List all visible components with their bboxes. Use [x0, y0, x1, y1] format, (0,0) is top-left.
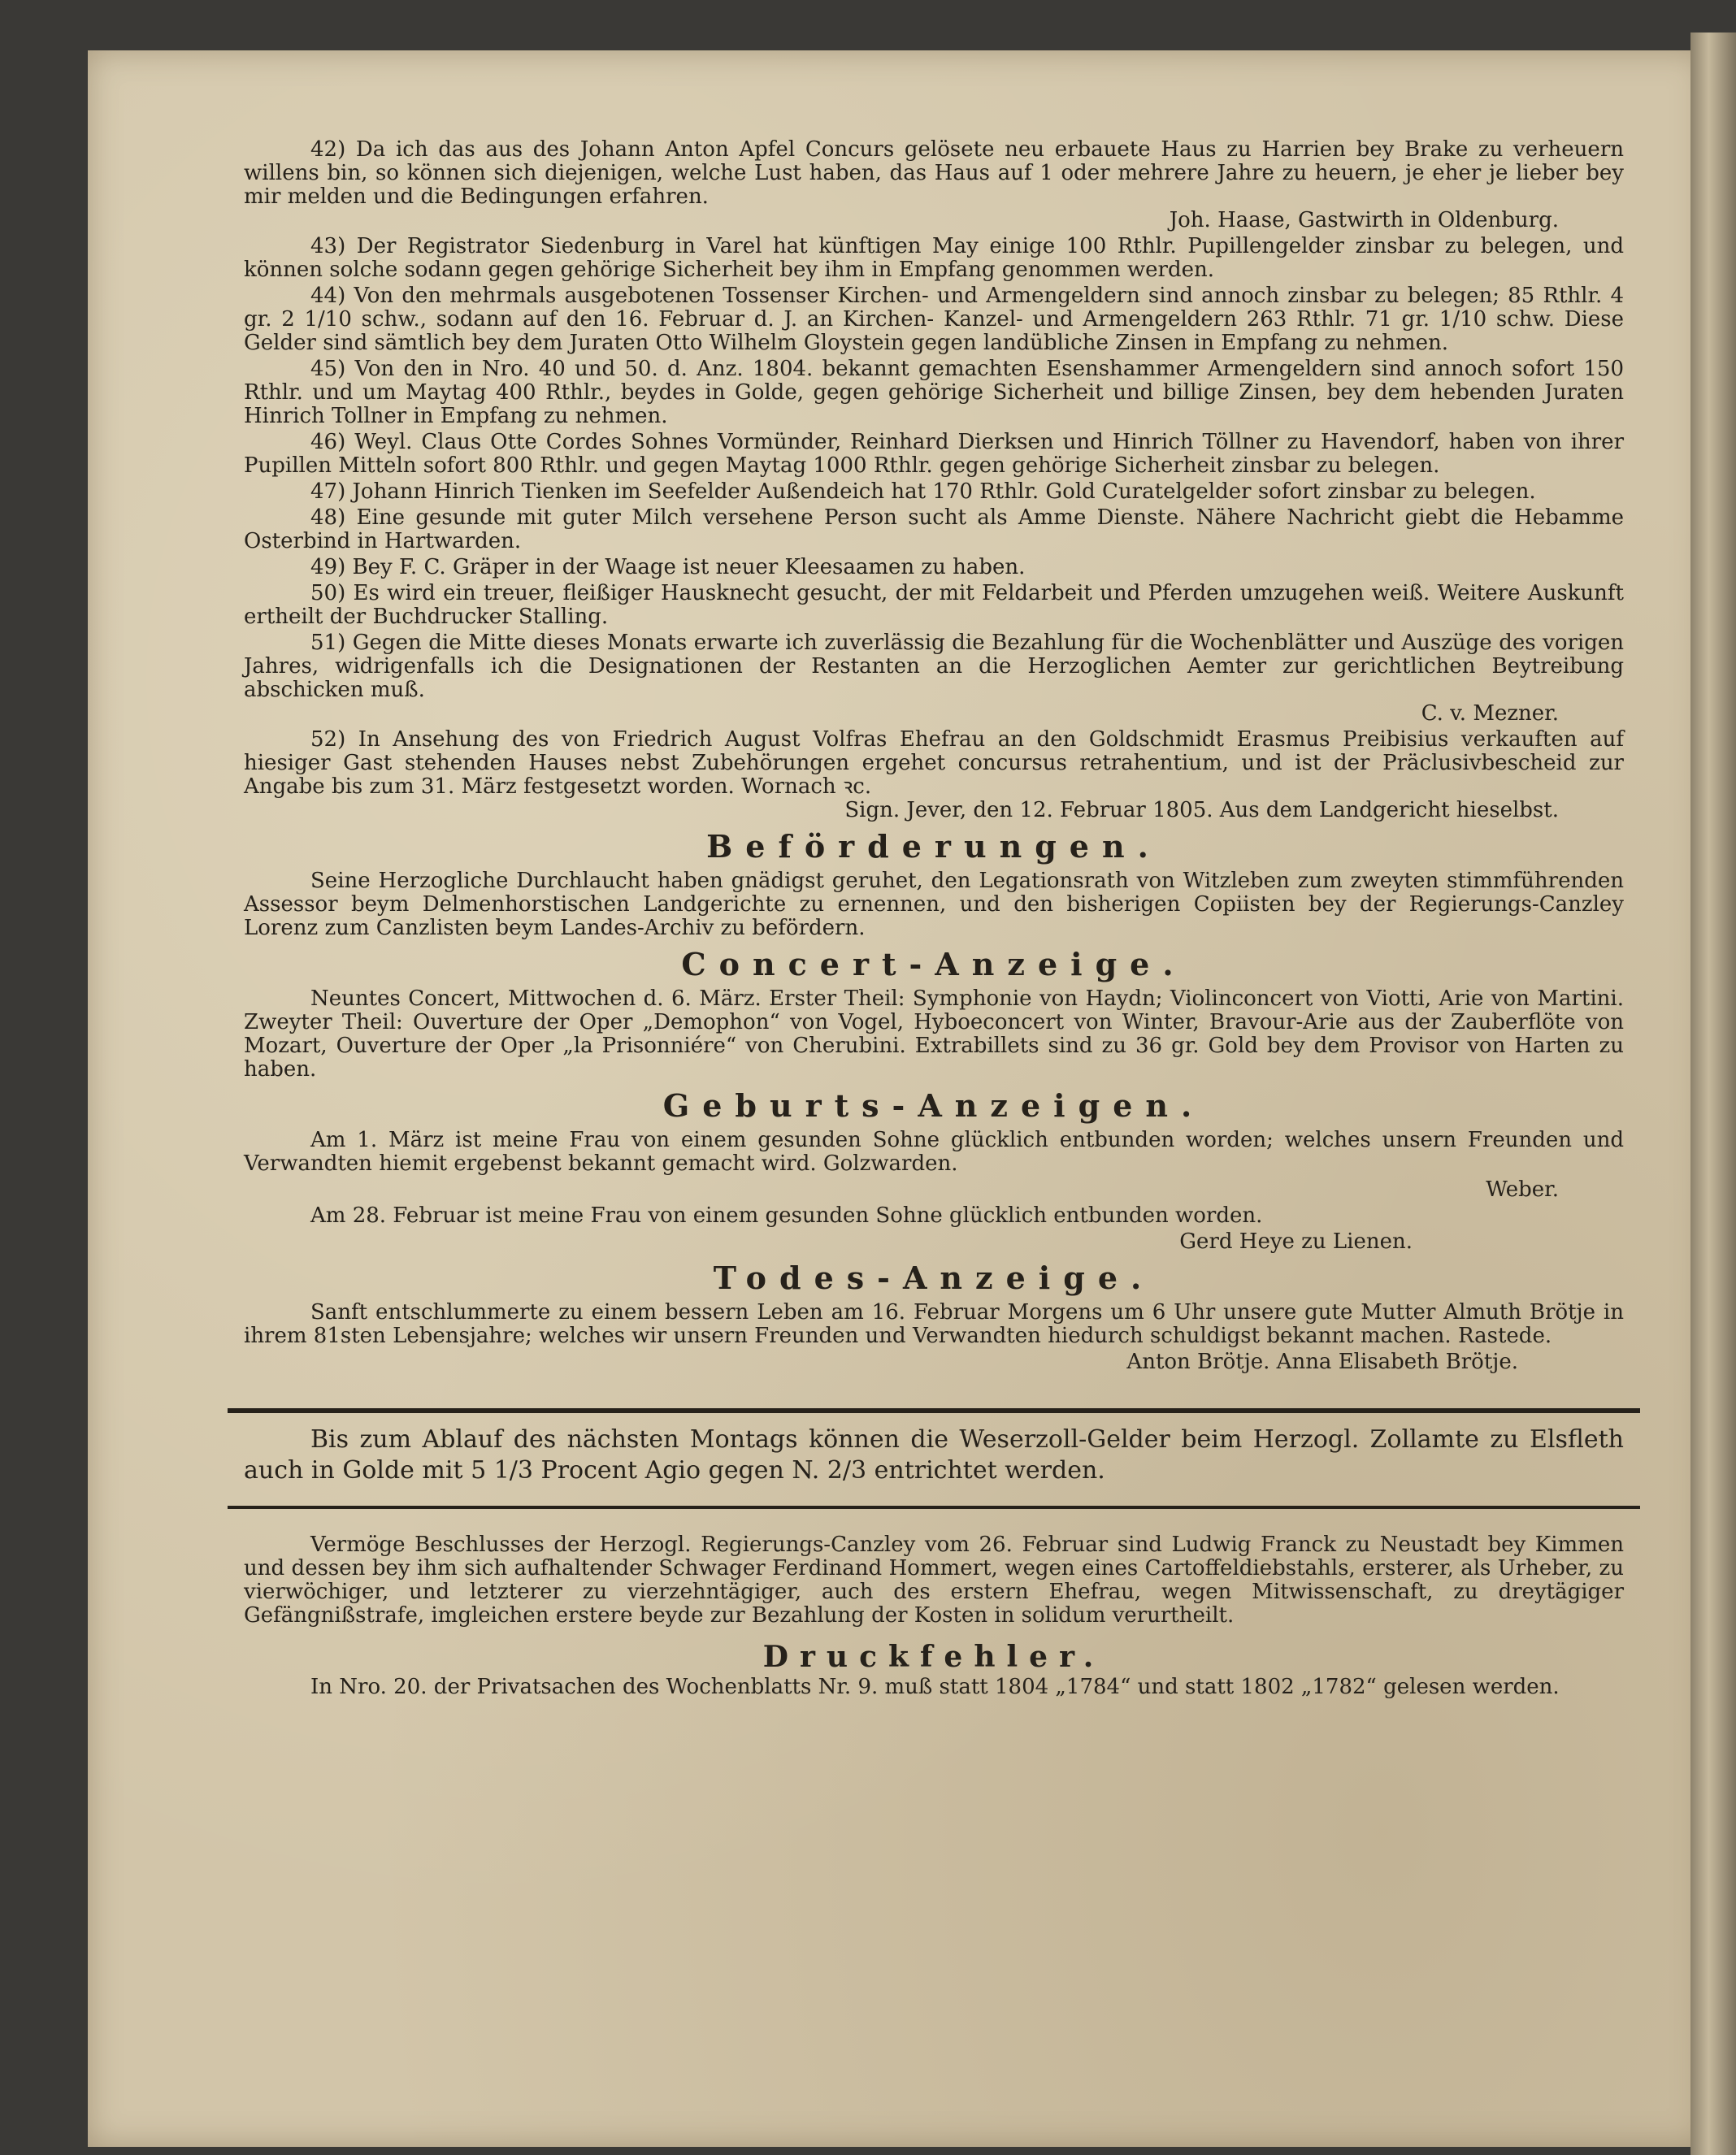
announcement-3: [244, 358, 1624, 428]
druckfehler-text: In Nro. 20. der Privatsachen des Wochenblatts Nr. 9. muß statt 1804 „1784“ und statt 1802 „1782“ gelesen werden.: [310, 1675, 1560, 1699]
book-gutter: [1690, 33, 1736, 2155]
concert-text: Neuntes Concert, Mittwochen d. 6. März. Erster Theil: Symphonie von Haydn; Violinconcert von Viotti, Arie von Martini. Zweyter Theil: Ouverture der Oper „Demophon“ von Vogel, Hyboeconcert von Winter, Bravour-Arie aus der Zauberflöte von Mozart, Ouverture der Oper „la Prisonniére“ von Cherubini. Extrabillets sind zu 36 gr. Gold bey dem Provisor von Harten zu haben.: [244, 986, 1624, 1082]
announcement-text: 42) Da ich das aus des Johann Anton Apfel Concurs gelösete neu erbauete Haus zu Harrien bey Brake zu verheuern willens bin, so können sich diejenigen, welche Lust haben, das Haus auf 1 oder mehrere Jahre zu heuern, je eher je lieber bey mir melden und die Bedingungen erfahren.: [244, 137, 1624, 209]
announcement-text: 44) Von den mehrmals ausgebotenen Tossenser Kirchen- und Armengeldern sind annoch zinsbar zu belegen; 85 Rthlr. 4 gr. 2 1/10 schw., sodann auf den 16. Februar d. J. an Kirchen- Kanzel- und Armengeldern 263 Rthlr. 71 gr. 1/10 schw. Diese Gelder sind sämtlich bey dem Juraten Otto Wilhelm Gloystein gegen landübliche Zinsen in Empfang zu nehmen.: [244, 284, 1624, 355]
geburt-text-2: Am 28. Februar ist meine Frau von einem gesunden Sohne glücklich entbunden worden.: [310, 1203, 1263, 1228]
announcement-text: 48) Eine gesunde mit guter Milch versehene Person sucht als Amme Dienste. Nähere Nachricht giebt die Hebamme Osterbind in Hartwarden.: [244, 505, 1624, 553]
announcement-text: 46) Weyl. Claus Otte Cordes Sohnes Vormünder, Reinhard Dierksen und Hinrich Töllner zu Havendorf, haben von ihrer Pupillen Mitteln sofort 800 Rthlr. und gegen Maytag 1000 Rthlr. gegen gehörige Sicherheit zinsbar zu belegen.: [244, 430, 1624, 478]
announcement-signature: C. v. Mezner.: [1421, 701, 1559, 726]
announcement-4: [244, 431, 1624, 478]
tod-signature: Anton Brötje. Anna Elisabeth Brötje.: [1126, 1350, 1518, 1374]
announcement-5: [244, 480, 1624, 504]
announcement-list: [244, 138, 1624, 822]
announcement-2: [244, 284, 1624, 355]
heading-concert: Concert-Anzeige.: [681, 946, 1187, 982]
geburt-text-1: Am 1. März ist meine Frau von einem gesunden Sohne glücklich entbunden worden; welches unsern Freunden und Verwandten hiemit ergebenst bekannt gemacht wird. Golzwarden.: [244, 1128, 1624, 1176]
announcement-signature: Sign. Jever, den 12. Februar 1805. Aus dem Landgericht hieselbst.: [844, 798, 1559, 822]
announcement-text: 43) Der Registrator Siedenburg in Varel hat künftigen May einige 100 Rthlr. Pupillengelder zinsbar zu belegen, und können solche sodann gegen gehörige Sicherheit bey ihm in Empfang genommen werden.: [244, 234, 1624, 282]
heading-befoerderungen: Beförderungen.: [706, 828, 1161, 865]
announcement-text: 52) In Ansehung des von Friedrich August Volfras Ehefrau an den Goldschmidt Erasmus Preibisius verkauften auf hiesiger Gast stehenden Hauses nebst Zubehörungen ergehet concursus retrahentium, und ist der Präclusivbescheid zur Angabe bis zum 31. März festgesetzt worden. Wornach ꝛc.: [244, 727, 1624, 799]
announcement-signature: Joh. Haase, Gastwirth in Oldenburg.: [1169, 208, 1559, 232]
announcement-7: [244, 556, 1624, 579]
divider-rule-2: [228, 1506, 1640, 1509]
announcement-text: 50) Es wird ein treuer, fleißiger Hausknecht gesucht, der mit Feldarbeit und Pferden umzugehen weiß. Weitere Auskunft ertheilt der Buchdrucker Stalling.: [244, 581, 1624, 629]
heading-todes: Todes-Anzeige.: [713, 1260, 1155, 1296]
announcement-8: [244, 582, 1624, 629]
heading-druckfehler: Druckfehler.: [762, 1640, 1105, 1674]
announcement-9: [244, 631, 1624, 726]
announcement-text: 51) Gegen die Mitte dieses Monats erwarte ich zuverlässig die Bezahlung für die Wochenblätter und Auszüge des vorigen Jahres, widrigenfalls ich die Designationen der Restanten an die Herzoglichen Aemter zur gerichtlichen Beytreibung abschicken muß.: [244, 631, 1624, 702]
announcement-6: [244, 506, 1624, 553]
announcement-text: 47) Johann Hinrich Tienken im Seefelder Außendeich hat 170 Rthlr. Gold Curatelgelder sofort zinsbar zu belegen.: [310, 479, 1536, 504]
geburt-signature-1: Weber.: [1486, 1177, 1559, 1202]
zoll-notice: Bis zum Ablauf des nächsten Montags können die Weserzoll-Gelder beim Herzogl. Zollamte zu Elsfleth auch in Golde mit 5 1/3 Procent Agio gegen N. 2/3 entrichtet werden.: [244, 1425, 1624, 1485]
heading-geburts: Geburts-Anzeigen.: [662, 1087, 1205, 1124]
divider-rule-1: [228, 1408, 1640, 1413]
befoerderung-text: Seine Herzogliche Durchlaucht haben gnädigst geruhet, den Legationsrath von Witzleben zum zweyten stimmführenden Assessor beym Delmenhorstischen Landgerichte zu ernennen, und den bisherigen Copiisten bey der Regierungs-Canzley Lorenz zum Canzlisten beym Landes-Archiv zu befördern.: [244, 869, 1624, 940]
geburt-signature-2: Gerd Heye zu Lienen.: [1179, 1229, 1413, 1254]
regierung-text: Vermöge Beschlusses der Herzogl. Regierungs-Canzley vom 26. Februar sind Ludwig Franck zu Neustadt bey Kimmen und dessen bey ihm sich aufhaltender Schwager Ferdinand Hommert, wegen eines Cartoffeldiebstahls, ersterer, als Urheber, zu vierwöchiger, und letzterer zu vierzehntägiger, auch des erstern Ehefrau, wegen Mitwissenschaft, zu dreytägiger Gefängnißstrafe, imgleichen erstere beyde zur Bezahlung der Kosten in solidum verurtheilt.: [244, 1533, 1624, 1628]
announcement-text: 49) Bey F. C. Gräper in der Waage ist neuer Kleesaamen zu haben.: [310, 555, 1026, 579]
tod-text: Sanft entschlummerte zu einem bessern Leben am 16. Februar Morgens um 6 Uhr unsere gute Mutter Almuth Brötje in ihrem 81sten Lebensjahre; welches wir unsern Freunden und Verwandten hiedurch schuldigst bekannt machen. Rastede.: [244, 1300, 1624, 1348]
announcement-0: [244, 138, 1624, 232]
page-text: [244, 138, 1624, 1702]
announcement-10: [244, 728, 1624, 822]
announcement-1: [244, 235, 1624, 282]
announcement-text: 45) Von den in Nro. 40 und 50. d. Anz. 1804. bekannt gemachten Esenshammer Armengeldern sind annoch sofort 150 Rthlr. und um Maytag 400 Rthlr., beydes in Golde, gegen gehörige Sicherheit und billige Zinsen, bey dem hebenden Juraten Hinrich Tollner in Empfang zu nehmen.: [244, 357, 1624, 428]
